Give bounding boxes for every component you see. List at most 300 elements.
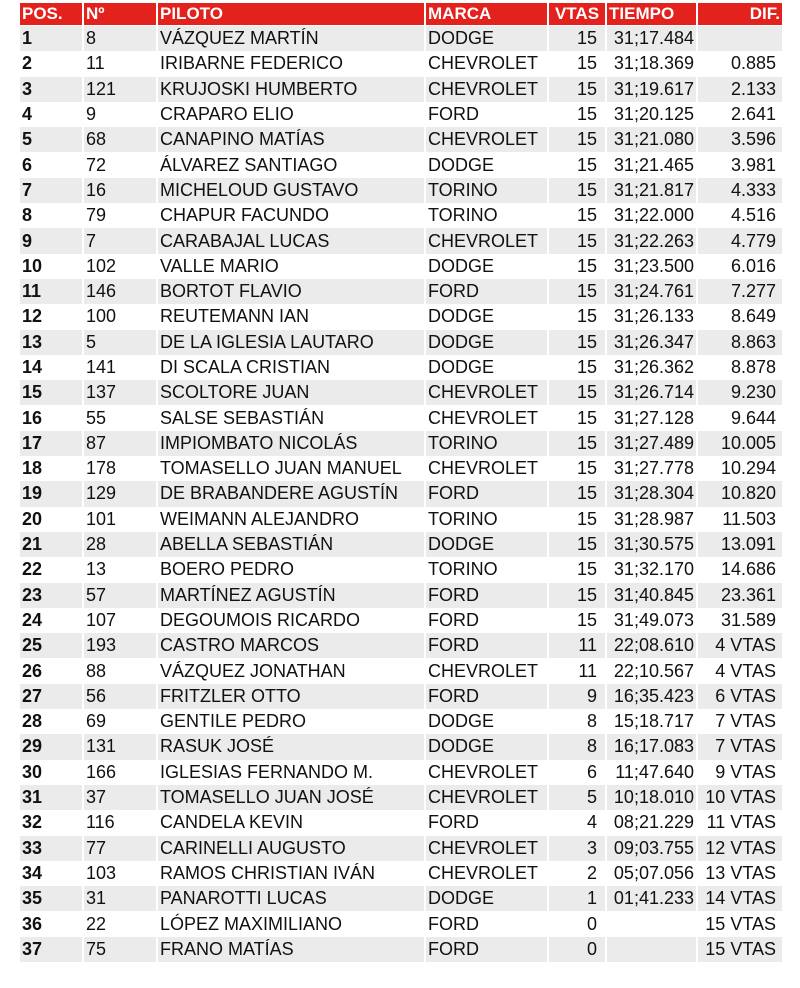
- position-cell: 34: [20, 861, 82, 886]
- gap-cell: 4 VTAS: [698, 633, 782, 658]
- table-row: [20, 279, 782, 304]
- brand-cell: CHEVROLET: [426, 658, 547, 683]
- gap-cell: 9.230: [698, 380, 782, 405]
- car-number-cell: 68: [84, 127, 156, 152]
- position-cell: 13: [20, 330, 82, 355]
- laps-cell: 8: [549, 734, 605, 759]
- results-body: [20, 26, 782, 962]
- table-row: [20, 760, 782, 785]
- driver-name-cell: PANAROTTI LUCAS: [158, 886, 424, 911]
- time-cell: 31;32.170: [607, 557, 696, 582]
- position-cell: 36: [20, 911, 82, 936]
- gap-cell: [698, 26, 782, 51]
- driver-name-cell: CARABAJAL LUCAS: [158, 228, 424, 253]
- car-number-cell: 107: [84, 608, 156, 633]
- position-cell: 2: [20, 51, 82, 76]
- gap-cell: 10.820: [698, 481, 782, 506]
- table-row: [20, 709, 782, 734]
- table-row: [20, 684, 782, 709]
- brand-cell: TORINO: [426, 431, 547, 456]
- time-cell: 31;28.304: [607, 481, 696, 506]
- gap-cell: 13 VTAS: [698, 861, 782, 886]
- driver-name-cell: FRITZLER OTTO: [158, 684, 424, 709]
- table-row: [20, 937, 782, 962]
- time-cell: 31;17.484: [607, 26, 696, 51]
- time-cell: 01;41.233: [607, 886, 696, 911]
- time-cell: 09;03.755: [607, 836, 696, 861]
- car-number-cell: 121: [84, 77, 156, 102]
- brand-cell: DODGE: [426, 152, 547, 177]
- position-cell: 14: [20, 355, 82, 380]
- brand-cell: FORD: [426, 937, 547, 962]
- gap-cell: 9 VTAS: [698, 760, 782, 785]
- time-cell: 31;26.714: [607, 380, 696, 405]
- time-cell: 31;19.617: [607, 77, 696, 102]
- laps-cell: 15: [549, 51, 605, 76]
- header-row: [20, 3, 782, 26]
- brand-cell: DODGE: [426, 709, 547, 734]
- header-dif: DIF.: [698, 3, 782, 26]
- car-number-cell: 103: [84, 861, 156, 886]
- laps-cell: 1: [549, 886, 605, 911]
- laps-cell: 15: [549, 254, 605, 279]
- laps-cell: 0: [549, 911, 605, 936]
- car-number-cell: 8: [84, 26, 156, 51]
- gap-cell: 6.016: [698, 254, 782, 279]
- gap-cell: 10 VTAS: [698, 785, 782, 810]
- car-number-cell: 193: [84, 633, 156, 658]
- gap-cell: 4 VTAS: [698, 658, 782, 683]
- gap-cell: 23.361: [698, 583, 782, 608]
- position-cell: 15: [20, 380, 82, 405]
- position-cell: 30: [20, 760, 82, 785]
- driver-name-cell: FRANO MATÍAS: [158, 937, 424, 962]
- position-cell: 1: [20, 26, 82, 51]
- position-cell: 27: [20, 684, 82, 709]
- gap-cell: 15 VTAS: [698, 937, 782, 962]
- car-number-cell: 72: [84, 152, 156, 177]
- position-cell: 32: [20, 810, 82, 835]
- car-number-cell: 5: [84, 330, 156, 355]
- position-cell: 19: [20, 481, 82, 506]
- gap-cell: 14 VTAS: [698, 886, 782, 911]
- header-marca: MARCA: [426, 3, 547, 26]
- position-cell: 10: [20, 254, 82, 279]
- table-row: [20, 583, 782, 608]
- car-number-cell: 77: [84, 836, 156, 861]
- car-number-cell: 31: [84, 886, 156, 911]
- table-row: [20, 507, 782, 532]
- laps-cell: 2: [549, 861, 605, 886]
- brand-cell: CHEVROLET: [426, 380, 547, 405]
- time-cell: 31;49.073: [607, 608, 696, 633]
- laps-cell: 15: [549, 279, 605, 304]
- header-num: Nº: [84, 3, 156, 26]
- car-number-cell: 178: [84, 456, 156, 481]
- car-number-cell: 166: [84, 760, 156, 785]
- table-row: [20, 911, 782, 936]
- time-cell: 31;40.845: [607, 583, 696, 608]
- driver-name-cell: TOMASELLO JUAN MANUEL: [158, 456, 424, 481]
- time-cell: 31;27.489: [607, 431, 696, 456]
- brand-cell: TORINO: [426, 203, 547, 228]
- time-cell: 15;18.717: [607, 709, 696, 734]
- table-row: [20, 355, 782, 380]
- car-number-cell: 75: [84, 937, 156, 962]
- table-row: [20, 152, 782, 177]
- position-cell: 12: [20, 304, 82, 329]
- laps-cell: 15: [549, 102, 605, 127]
- laps-cell: 11: [549, 658, 605, 683]
- driver-name-cell: LÓPEZ MAXIMILIANO: [158, 911, 424, 936]
- brand-cell: DODGE: [426, 532, 547, 557]
- car-number-cell: 56: [84, 684, 156, 709]
- driver-name-cell: CHAPUR FACUNDO: [158, 203, 424, 228]
- driver-name-cell: VALLE MARIO: [158, 254, 424, 279]
- laps-cell: 15: [549, 304, 605, 329]
- brand-cell: FORD: [426, 911, 547, 936]
- driver-name-cell: CASTRO MARCOS: [158, 633, 424, 658]
- driver-name-cell: VÁZQUEZ JONATHAN: [158, 658, 424, 683]
- laps-cell: 15: [549, 26, 605, 51]
- position-cell: 17: [20, 431, 82, 456]
- car-number-cell: 102: [84, 254, 156, 279]
- position-cell: 25: [20, 633, 82, 658]
- car-number-cell: 146: [84, 279, 156, 304]
- table-row: [20, 658, 782, 683]
- time-cell: 31;20.125: [607, 102, 696, 127]
- driver-name-cell: CRAPARO ELIO: [158, 102, 424, 127]
- driver-name-cell: MARTÍNEZ AGUSTÍN: [158, 583, 424, 608]
- table-row: [20, 836, 782, 861]
- driver-name-cell: IGLESIAS FERNANDO M.: [158, 760, 424, 785]
- time-cell: 31;26.347: [607, 330, 696, 355]
- time-cell: 31;27.128: [607, 405, 696, 430]
- car-number-cell: 88: [84, 658, 156, 683]
- time-cell: 31;24.761: [607, 279, 696, 304]
- position-cell: 7: [20, 178, 82, 203]
- car-number-cell: 55: [84, 405, 156, 430]
- time-cell: 31;21.080: [607, 127, 696, 152]
- brand-cell: DODGE: [426, 26, 547, 51]
- gap-cell: 3.981: [698, 152, 782, 177]
- laps-cell: 15: [549, 228, 605, 253]
- brand-cell: CHEVROLET: [426, 836, 547, 861]
- laps-cell: 15: [549, 456, 605, 481]
- table-row: [20, 557, 782, 582]
- gap-cell: 13.091: [698, 532, 782, 557]
- table-row: [20, 26, 782, 51]
- time-cell: [607, 911, 696, 936]
- brand-cell: CHEVROLET: [426, 861, 547, 886]
- driver-name-cell: CANAPINO MATÍAS: [158, 127, 424, 152]
- driver-name-cell: REUTEMANN IAN: [158, 304, 424, 329]
- car-number-cell: 79: [84, 203, 156, 228]
- table-row: [20, 785, 782, 810]
- car-number-cell: 101: [84, 507, 156, 532]
- driver-name-cell: WEIMANN ALEJANDRO: [158, 507, 424, 532]
- time-cell: 31;27.778: [607, 456, 696, 481]
- header-piloto: PILOTO: [158, 3, 424, 26]
- time-cell: 22;10.567: [607, 658, 696, 683]
- brand-cell: CHEVROLET: [426, 456, 547, 481]
- gap-cell: 6 VTAS: [698, 684, 782, 709]
- laps-cell: 15: [549, 178, 605, 203]
- table-row: [20, 481, 782, 506]
- table-row: [20, 456, 782, 481]
- laps-cell: 6: [549, 760, 605, 785]
- driver-name-cell: DE LA IGLESIA LAUTARO: [158, 330, 424, 355]
- laps-cell: 15: [549, 127, 605, 152]
- car-number-cell: 7: [84, 228, 156, 253]
- driver-name-cell: CARINELLI AUGUSTO: [158, 836, 424, 861]
- gap-cell: 2.641: [698, 102, 782, 127]
- gap-cell: 3.596: [698, 127, 782, 152]
- position-cell: 16: [20, 405, 82, 430]
- car-number-cell: 141: [84, 355, 156, 380]
- time-cell: 31;28.987: [607, 507, 696, 532]
- brand-cell: CHEVROLET: [426, 405, 547, 430]
- laps-cell: 15: [549, 532, 605, 557]
- position-cell: 26: [20, 658, 82, 683]
- table-row: [20, 330, 782, 355]
- position-cell: 28: [20, 709, 82, 734]
- car-number-cell: 69: [84, 709, 156, 734]
- brand-cell: FORD: [426, 684, 547, 709]
- laps-cell: 15: [549, 203, 605, 228]
- position-cell: 35: [20, 886, 82, 911]
- brand-cell: FORD: [426, 608, 547, 633]
- driver-name-cell: VÁZQUEZ MARTÍN: [158, 26, 424, 51]
- time-cell: 16;17.083: [607, 734, 696, 759]
- laps-cell: 15: [549, 330, 605, 355]
- table-row: [20, 886, 782, 911]
- car-number-cell: 116: [84, 810, 156, 835]
- driver-name-cell: TOMASELLO JUAN JOSÉ: [158, 785, 424, 810]
- driver-name-cell: ABELLA SEBASTIÁN: [158, 532, 424, 557]
- position-cell: 37: [20, 937, 82, 962]
- brand-cell: TORINO: [426, 507, 547, 532]
- brand-cell: FORD: [426, 481, 547, 506]
- gap-cell: 31.589: [698, 608, 782, 633]
- laps-cell: 15: [549, 355, 605, 380]
- brand-cell: DODGE: [426, 254, 547, 279]
- time-cell: 31;26.362: [607, 355, 696, 380]
- time-cell: 11;47.640: [607, 760, 696, 785]
- gap-cell: 10.294: [698, 456, 782, 481]
- gap-cell: 7.277: [698, 279, 782, 304]
- position-cell: 9: [20, 228, 82, 253]
- table-row: [20, 734, 782, 759]
- position-cell: 33: [20, 836, 82, 861]
- brand-cell: DODGE: [426, 734, 547, 759]
- laps-cell: 15: [549, 481, 605, 506]
- time-cell: 08;21.229: [607, 810, 696, 835]
- brand-cell: DODGE: [426, 304, 547, 329]
- table-row: [20, 633, 782, 658]
- brand-cell: DODGE: [426, 355, 547, 380]
- driver-name-cell: RAMOS CHRISTIAN IVÁN: [158, 861, 424, 886]
- table-row: [20, 380, 782, 405]
- driver-name-cell: SCOLTORE JUAN: [158, 380, 424, 405]
- gap-cell: 12 VTAS: [698, 836, 782, 861]
- laps-cell: 9: [549, 684, 605, 709]
- brand-cell: CHEVROLET: [426, 77, 547, 102]
- time-cell: 31;18.369: [607, 51, 696, 76]
- car-number-cell: 100: [84, 304, 156, 329]
- position-cell: 24: [20, 608, 82, 633]
- brand-cell: DODGE: [426, 330, 547, 355]
- table-row: [20, 51, 782, 76]
- laps-cell: 15: [549, 557, 605, 582]
- gap-cell: 4.333: [698, 178, 782, 203]
- laps-cell: 11: [549, 633, 605, 658]
- gap-cell: 10.005: [698, 431, 782, 456]
- driver-name-cell: CANDELA KEVIN: [158, 810, 424, 835]
- gap-cell: 8.878: [698, 355, 782, 380]
- car-number-cell: 57: [84, 583, 156, 608]
- car-number-cell: 28: [84, 532, 156, 557]
- laps-cell: 0: [549, 937, 605, 962]
- position-cell: 3: [20, 77, 82, 102]
- car-number-cell: 13: [84, 557, 156, 582]
- position-cell: 8: [20, 203, 82, 228]
- driver-name-cell: BOERO PEDRO: [158, 557, 424, 582]
- brand-cell: FORD: [426, 102, 547, 127]
- gap-cell: 11 VTAS: [698, 810, 782, 835]
- driver-name-cell: KRUJOSKI HUMBERTO: [158, 77, 424, 102]
- gap-cell: 8.863: [698, 330, 782, 355]
- table-row: [20, 254, 782, 279]
- car-number-cell: 16: [84, 178, 156, 203]
- gap-cell: 9.644: [698, 405, 782, 430]
- time-cell: 31;23.500: [607, 254, 696, 279]
- time-cell: 31;26.133: [607, 304, 696, 329]
- car-number-cell: 11: [84, 51, 156, 76]
- brand-cell: TORINO: [426, 557, 547, 582]
- brand-cell: DODGE: [426, 886, 547, 911]
- time-cell: 05;07.056: [607, 861, 696, 886]
- gap-cell: 7 VTAS: [698, 734, 782, 759]
- header-vtas: VTAS: [549, 3, 605, 26]
- brand-cell: CHEVROLET: [426, 228, 547, 253]
- laps-cell: 5: [549, 785, 605, 810]
- brand-cell: CHEVROLET: [426, 127, 547, 152]
- driver-name-cell: ÁLVAREZ SANTIAGO: [158, 152, 424, 177]
- laps-cell: 15: [549, 431, 605, 456]
- laps-cell: 15: [549, 152, 605, 177]
- table-row: [20, 431, 782, 456]
- time-cell: 10;18.010: [607, 785, 696, 810]
- position-cell: 5: [20, 127, 82, 152]
- time-cell: 31;22.263: [607, 228, 696, 253]
- gap-cell: 14.686: [698, 557, 782, 582]
- gap-cell: 7 VTAS: [698, 709, 782, 734]
- car-number-cell: 87: [84, 431, 156, 456]
- header-tiempo: TIEMPO: [607, 3, 696, 26]
- brand-cell: CHEVROLET: [426, 785, 547, 810]
- driver-name-cell: SALSE SEBASTIÁN: [158, 405, 424, 430]
- car-number-cell: 22: [84, 911, 156, 936]
- position-cell: 6: [20, 152, 82, 177]
- driver-name-cell: DE BRABANDERE AGUSTÍN: [158, 481, 424, 506]
- driver-name-cell: RASUK JOSÉ: [158, 734, 424, 759]
- race-results-table: [18, 3, 784, 962]
- driver-name-cell: IMPIOMBATO NICOLÁS: [158, 431, 424, 456]
- time-cell: 31;21.465: [607, 152, 696, 177]
- laps-cell: 15: [549, 583, 605, 608]
- gap-cell: 8.649: [698, 304, 782, 329]
- car-number-cell: 129: [84, 481, 156, 506]
- position-cell: 29: [20, 734, 82, 759]
- table-row: [20, 228, 782, 253]
- laps-cell: 15: [549, 380, 605, 405]
- table-row: [20, 203, 782, 228]
- driver-name-cell: MICHELOUD GUSTAVO: [158, 178, 424, 203]
- brand-cell: TORINO: [426, 178, 547, 203]
- position-cell: 31: [20, 785, 82, 810]
- brand-cell: FORD: [426, 583, 547, 608]
- time-cell: 31;22.000: [607, 203, 696, 228]
- time-cell: 22;08.610: [607, 633, 696, 658]
- brand-cell: FORD: [426, 633, 547, 658]
- gap-cell: 4.779: [698, 228, 782, 253]
- driver-name-cell: DEGOUMOIS RICARDO: [158, 608, 424, 633]
- table-row: [20, 304, 782, 329]
- laps-cell: 15: [549, 405, 605, 430]
- table-row: [20, 405, 782, 430]
- table-row: [20, 102, 782, 127]
- driver-name-cell: GENTILE PEDRO: [158, 709, 424, 734]
- laps-cell: 15: [549, 608, 605, 633]
- position-cell: 23: [20, 583, 82, 608]
- brand-cell: FORD: [426, 279, 547, 304]
- position-cell: 18: [20, 456, 82, 481]
- gap-cell: 11.503: [698, 507, 782, 532]
- position-cell: 20: [20, 507, 82, 532]
- gap-cell: 4.516: [698, 203, 782, 228]
- laps-cell: 8: [549, 709, 605, 734]
- car-number-cell: 37: [84, 785, 156, 810]
- laps-cell: 15: [549, 507, 605, 532]
- laps-cell: 4: [549, 810, 605, 835]
- header-pos: POS.: [20, 3, 82, 26]
- position-cell: 11: [20, 279, 82, 304]
- gap-cell: 15 VTAS: [698, 911, 782, 936]
- table-row: [20, 608, 782, 633]
- time-cell: 31;30.575: [607, 532, 696, 557]
- brand-cell: CHEVROLET: [426, 760, 547, 785]
- driver-name-cell: BORTOT FLAVIO: [158, 279, 424, 304]
- car-number-cell: 9: [84, 102, 156, 127]
- gap-cell: 0.885: [698, 51, 782, 76]
- table-row: [20, 861, 782, 886]
- table-row: [20, 810, 782, 835]
- driver-name-cell: IRIBARNE FEDERICO: [158, 51, 424, 76]
- gap-cell: 2.133: [698, 77, 782, 102]
- car-number-cell: 137: [84, 380, 156, 405]
- table-row: [20, 532, 782, 557]
- laps-cell: 3: [549, 836, 605, 861]
- time-cell: 16;35.423: [607, 684, 696, 709]
- brand-cell: FORD: [426, 810, 547, 835]
- results-table-container: [20, 3, 778, 962]
- driver-name-cell: DI SCALA CRISTIAN: [158, 355, 424, 380]
- table-row: [20, 77, 782, 102]
- position-cell: 22: [20, 557, 82, 582]
- laps-cell: 15: [549, 77, 605, 102]
- position-cell: 21: [20, 532, 82, 557]
